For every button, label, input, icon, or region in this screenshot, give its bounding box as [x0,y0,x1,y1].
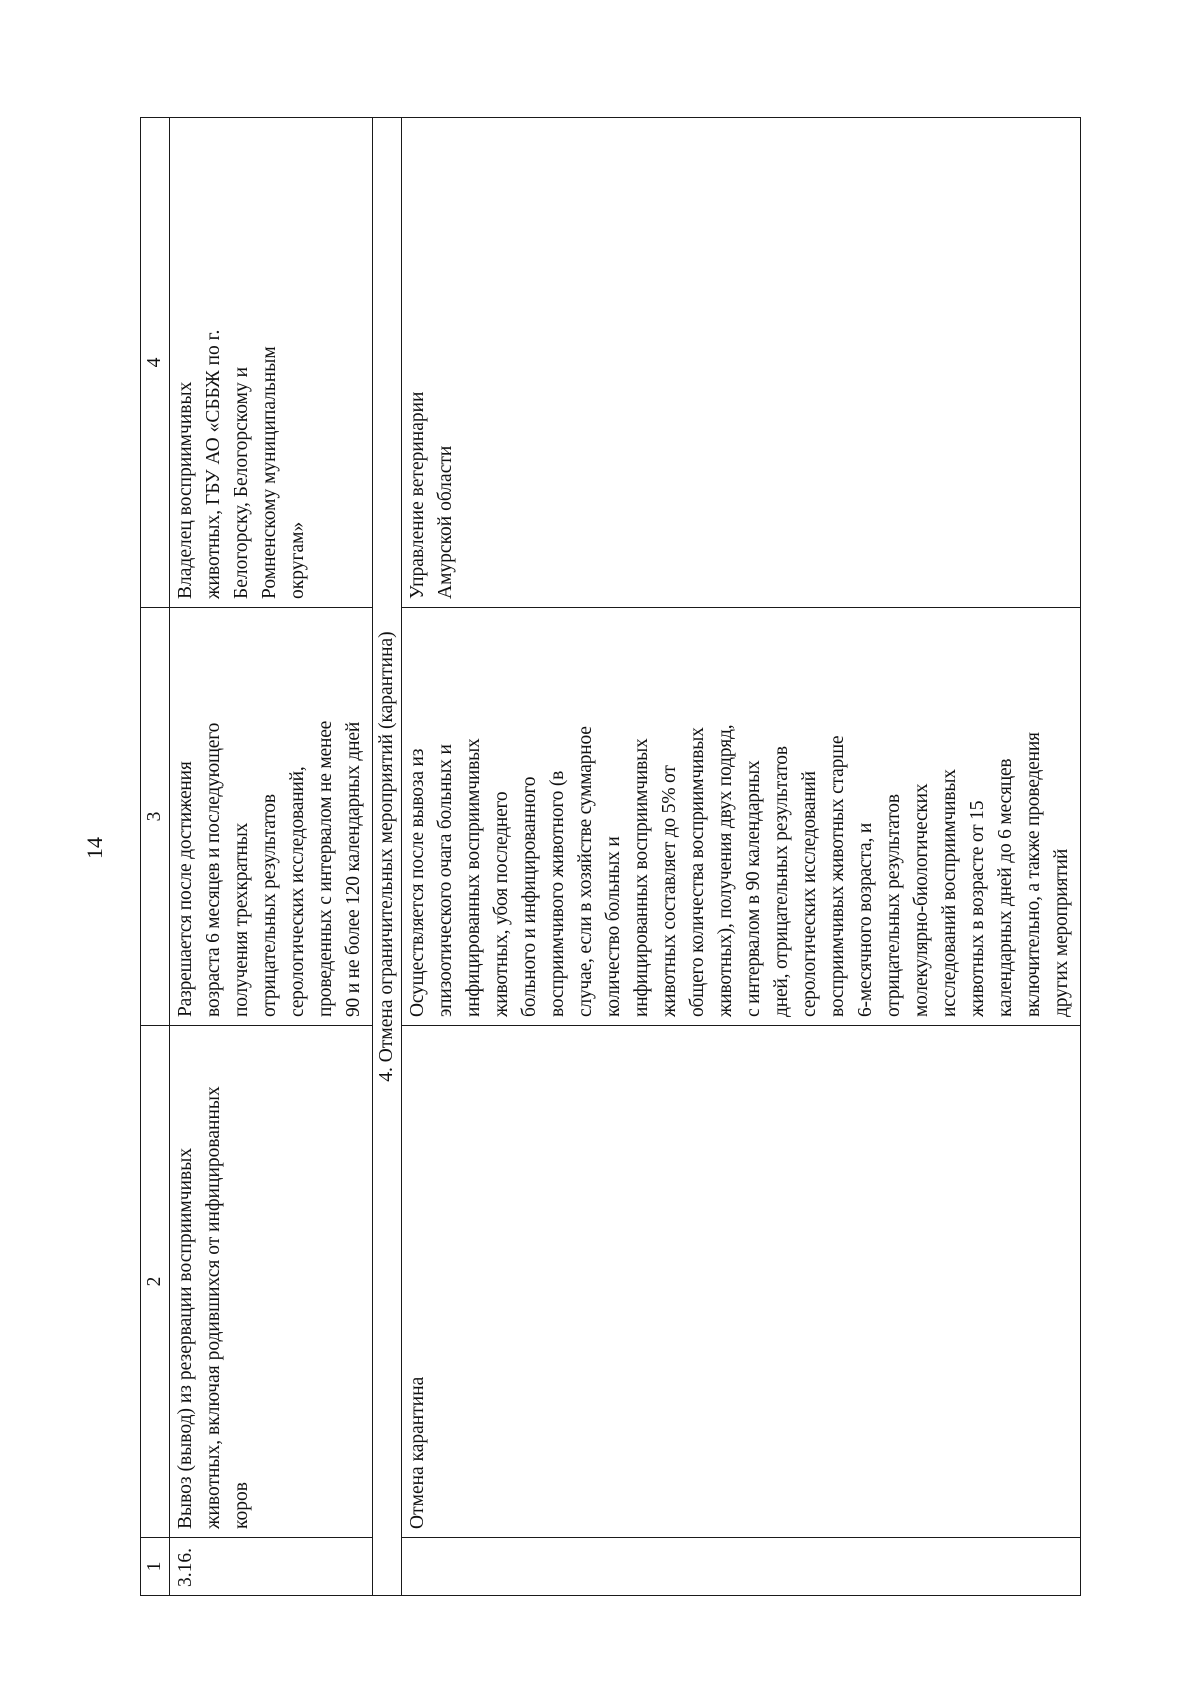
measure-cell [402,1026,1081,1538]
measures-table [140,117,1081,1596]
column-number-row [141,118,170,1596]
column-number-4: 4 [141,118,170,608]
responsible-cell [402,118,1081,608]
table-row [170,118,373,1596]
row-number: 3.16. [175,1548,196,1587]
conditions-text: Разрешается после достижения возраста 6 месяцев и последующего получения трехкратных отрицательных результатов серологических исследований, проведенных с интервалом не менее 90 и не более 120 календарных дней [175,720,364,1017]
column-number-3: 3 [141,608,170,1026]
column-number-1: 1 [141,1538,170,1596]
conditions-cell [402,608,1081,1026]
section-heading: 4. Отмена ограничительных мероприятий (карантина) [373,118,402,1596]
section-heading-row [373,118,402,1596]
measure-cell [170,1026,373,1538]
conditions-text: Осуществляется после вывоза из эпизоотического очага больных и инфицированных восприимчивых животных, убоя последнего больного и инфицированного восприимчивого животного (в случае, если в хозяйстве суммарное количество больных и инфицированных восприимчивых животных составляет до 5% от общего количества восприимчивых животных), получения двух подряд, с интервалом в 90 календарных дней, отрицательных результатов серологических исследований восприимчивых животных старше 6-месячного возраста, и отрицательных результатов молекулярно-биологических исследований восприимчивых животных в возрасте от 15 календарных дней до 6 месяцев включительно, а также проведения других мероприятий [407,724,1072,1017]
column-number-2: 2 [141,1026,170,1538]
responsible-cell [170,118,373,608]
page-number: 14 [82,837,107,859]
responsible-text: Управление ветеринарии Амурской области [407,391,456,599]
responsible-text: Владелец восприимчивых животных, ГБУ АО «СББЖ по г. Белогорску, Белогорскому и Ромненскому муниципальным округам» [175,329,308,599]
measure-text: Вывоз (вывод) из резервации восприимчивых животных, включая родившихся от инфицированных коров [175,1086,252,1529]
conditions-cell [170,608,373,1026]
row-number-cell [170,1538,373,1596]
measure-text: Отмена карантина [407,1376,428,1529]
row-number-cell [402,1538,1081,1596]
table-row [402,118,1081,1596]
